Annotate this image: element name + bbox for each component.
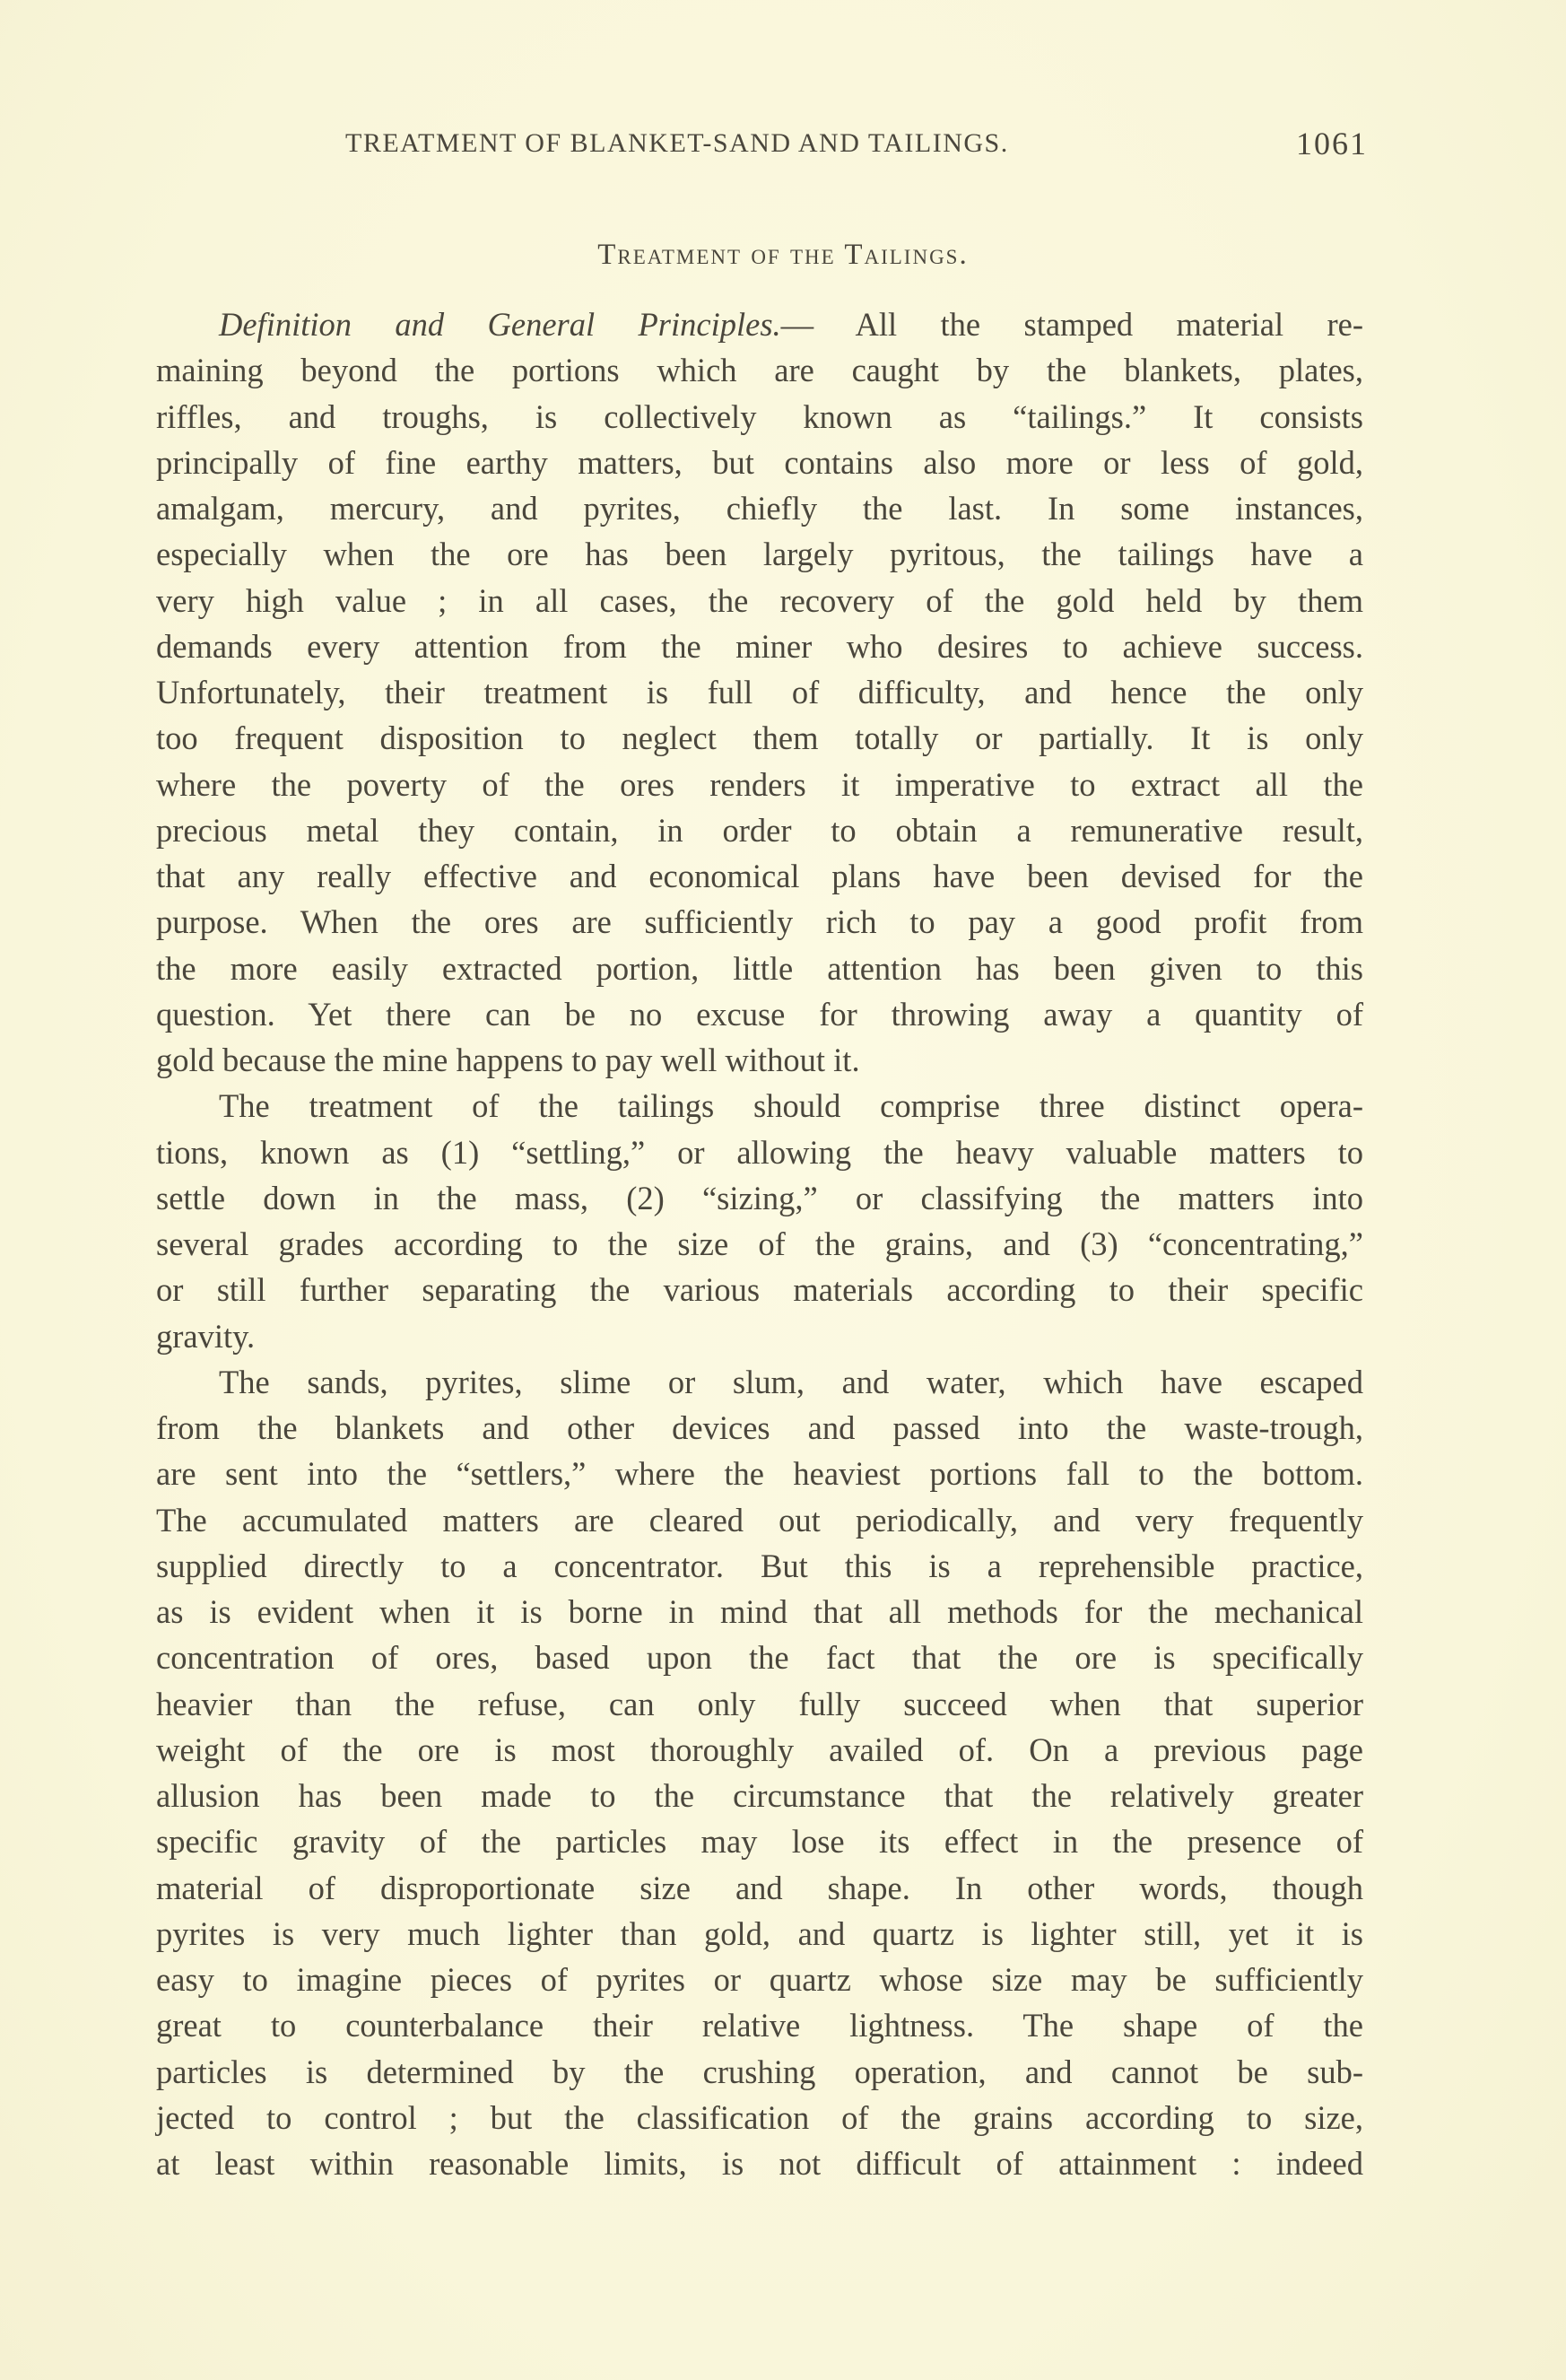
paragraph-line: supplied directly to a concentrator. But this is a reprehensible practice,: [156, 1547, 1363, 1584]
paragraph-line: or still further separating the various materials according to their specific: [156, 1271, 1363, 1309]
running-title: TREATMENT OF BLANKET-SAND AND TAILINGS.: [345, 128, 1009, 158]
paragraph-line: specific gravity of the particles may lose its effect in the presence of: [156, 1823, 1363, 1861]
paragraph-line: principally of fine earthy matters, but contains also more or less of gold,: [156, 443, 1363, 481]
paragraph-line: great to counterbalance their relative lightness. The shape of the: [156, 2007, 1363, 2044]
paragraph-line: maining beyond the portions which are caught by the blankets, plates,: [156, 352, 1363, 389]
paragraph-line: material of disproportionate size and shape. In other words, though: [156, 1869, 1363, 1906]
paragraph-line: easy to imagine pieces of pyrites or quartz whose size may be sufficiently: [156, 1961, 1363, 1998]
paragraph-line: very high value ; in all cases, the recovery of the gold held by them: [156, 581, 1363, 619]
running-header: [345, 126, 1368, 161]
paragraph-line: where the poverty of the ores renders it imperative to extract all the: [156, 765, 1363, 803]
paragraph-line: [156, 301, 1363, 347]
paragraph-line: question. Yet there can be no excuse for throwing away a quantity of: [156, 995, 1363, 1033]
paragraph-line: the more easily extracted portion, little attention has been given to this: [156, 949, 1363, 987]
paragraph-line: The sands, pyrites, slime or slum, and water, which have escaped: [219, 1363, 1363, 1400]
paragraph-line: especially when the ore has been largely pyritous, the tailings have a: [156, 536, 1363, 573]
body-text: [156, 301, 1363, 2186]
paragraph-line: heavier than the refuse, can only fully succeed when that superior: [156, 1685, 1363, 1722]
paragraph-line: The accumulated matters are cleared out periodically, and very frequently: [156, 1501, 1363, 1539]
paragraph-line: Unfortunately, their treatment is full of difficulty, and hence the only: [156, 674, 1363, 711]
paragraph-line: several grades according to the size of the grains, and (3) “concentrating,”: [156, 1225, 1363, 1262]
paragraph-line: tions, known as (1) “settling,” or allowing the heavy valuable matters to: [156, 1133, 1363, 1171]
paragraph-line: precious metal they contain, in order to obtain a remunerative result,: [156, 811, 1363, 849]
paragraph-line: pyrites is very much lighter than gold, and quartz is lighter still, yet it is: [156, 1914, 1363, 1952]
paragraph-line: riffles, and troughs, is collectively known as “tailings.” It consists: [156, 397, 1363, 435]
page-number: 1061: [1296, 126, 1368, 161]
paragraph-line: amalgam, mercury, and pyrites, chiefly the last. In some instances,: [156, 490, 1363, 527]
paragraph-line: too frequent disposition to neglect them totally or partially. It is only: [156, 719, 1363, 757]
paragraph-line: gold because the mine happens to pay well without it.: [156, 1042, 860, 1078]
paragraph-line: settle down in the mass, (2) “sizing,” or classifying the matters into: [156, 1179, 1363, 1216]
line-text: — All the stamped material re-: [780, 306, 1363, 343]
paragraph-line: allusion has been made to the circumstance that the relatively greater: [156, 1777, 1363, 1814]
paragraph-line: are sent into the “settlers,” where the heaviest portions fall to the bottom.: [156, 1455, 1363, 1493]
paragraph-line: The treatment of the tailings should comprise three distinct opera-: [219, 1087, 1363, 1125]
paragraph-line: jected to control ; but the classification of the grains according to size,: [156, 2098, 1363, 2136]
section-title: Treatment of the Tailings.: [597, 239, 969, 271]
paragraph-line: as is evident when it is borne in mind that all methods for the mechanical: [156, 1593, 1363, 1630]
paragraph-line: concentration of ores, based upon the fact that the ore is specifically: [156, 1639, 1363, 1677]
paragraph-line: gravity.: [156, 1317, 256, 1355]
paragraph-line: particles is determined by the crushing operation, and cannot be sub-: [156, 2053, 1363, 2090]
paragraph-line: demands every attention from the miner who desires to achieve success.: [156, 627, 1363, 665]
paragraph-line: at least within reasonable limits, is not difficult of attainment : indeed: [156, 2145, 1363, 2182]
paragraph-line: weight of the ore is most thoroughly availed of. On a previous page: [156, 1731, 1363, 1768]
paragraph-line: purpose. When the ores are sufficiently rich to pay a good profit from: [156, 903, 1363, 941]
paragraph-lead-heading: Definition and General Principles.: [219, 306, 781, 343]
paragraph-line: from the blankets and other devices and passed into the waste-trough,: [156, 1409, 1363, 1446]
paragraph-line: that any really effective and economical plans have been devised for the: [156, 858, 1363, 894]
